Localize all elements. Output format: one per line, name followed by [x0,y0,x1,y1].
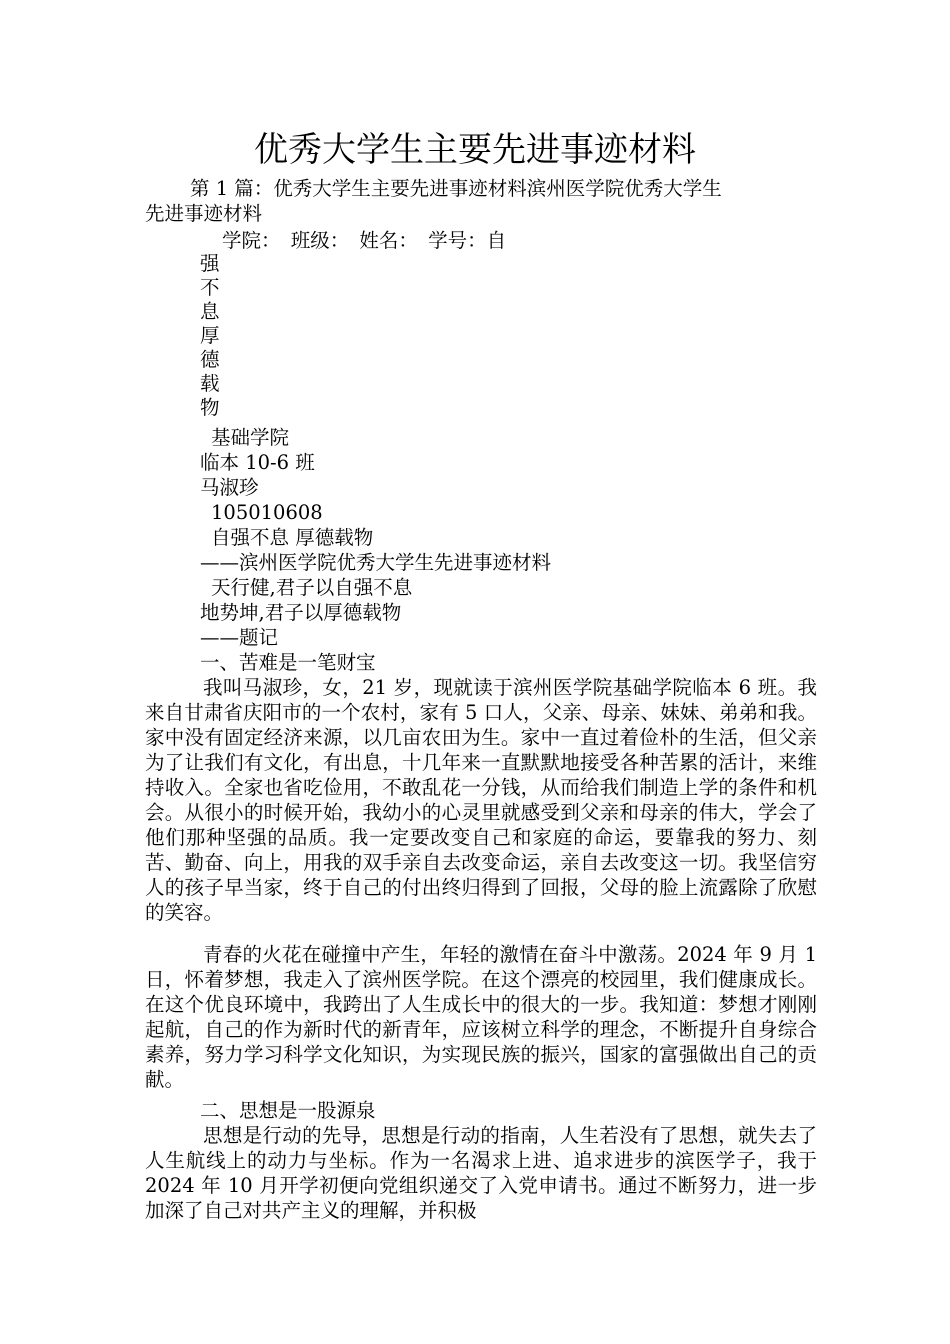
headline-sub: ——滨州医学院优秀大学生先进事迹材料 [200,551,552,574]
motto-char: 厚 [200,324,220,347]
epigraph-line-3: ——题记 [200,626,279,649]
motto-vertical [200,252,220,420]
paragraph-1: 我叫马淑珍，女，21 岁，现就读于滨州医学院基础学院临本 6 班。我来自甘肃省庆阳市的一个农村，家有 5 口人，父亲、母亲、妹妹、弟弟和我。家中没有固定经济来源，以几亩农田为生。家中一直过着俭朴的生活，但父亲为了让我们有文化，有出息，十几年来一直默默地接受各种苦累的活计，来维持收入。全家也省吃俭用，不敢乱花一分钱，从而给我们制造上学的条件和机会。从很小的时候开始，我幼小的心灵里就感受到父亲和母亲的伟大，学会了他们那种坚强的品质。我一定要改变自己和家庭的命运，要靠我的努力、刻苦、勤奋、向上，用我的双手亲自去改变命运，亲自去改变这一切。我坚信穷人的孩子早当家，终于自己的付出终归得到了回报，父母的脸上流露除了欣慰的笑容。 [145,676,817,924]
section-1-heading: 一、苦难是一笔财宝 [200,651,376,674]
motto-char: 息 [200,300,220,323]
document-title: 优秀大学生主要先进事迹材料 [254,130,696,170]
motto-char: 强 [200,252,220,275]
fields-line: 学院： 班级： 姓名： 学号：自 [222,229,507,252]
info-college: 基础学院 [211,426,290,449]
motto-char: 德 [200,348,220,371]
epigraph-line-1: 天行健,君子以自强不息 [211,576,413,599]
header-line-2: 先进事迹材料 [145,202,263,225]
paragraph-3: 思想是行动的先导，思想是行动的指南，人生若没有了思想，就失去了人生航线上的动力与坐标。作为一名渴求上进、追求进步的滨医学子，我于 2024 年 10 月开学初便向党组织递交了入党申请书。通过不断努力，进一步加深了自己对共产主义的理解，并积极 [145,1124,817,1222]
motto-char: 载 [200,372,220,395]
headline-main: 自强不息 厚德载物 [211,526,374,549]
info-class: 临本 10-6 班 [200,451,315,474]
motto-char: 物 [200,396,220,419]
header-line-1: 第 1 篇：优秀大学生主要先进事迹材料滨州医学院优秀大学生 [190,177,722,200]
motto-char: 不 [200,276,220,299]
section-2-heading: 二、思想是一股源泉 [200,1099,376,1122]
epigraph-line-2: 地势坤,君子以厚德载物 [200,601,402,624]
info-student-id: 105010608 [211,501,323,524]
paragraph-2: 青春的火花在碰撞中产生，年轻的激情在奋斗中激荡。2024 年 9 月 1 日，怀着梦想，我走入了滨州医学院。在这个漂亮的校园里，我们健康成长。在这个优良环境中，我跨出了人生成长中的很大的一步。我知道：梦想才刚刚起航，自己的作为新时代的新青年，应该树立科学的理念，不断提升自身综合素养，努力学习科学文化知识，为实现民族的振兴，国家的富强做出自己的贡献。 [145,943,817,1091]
info-name: 马淑珍 [200,476,259,499]
